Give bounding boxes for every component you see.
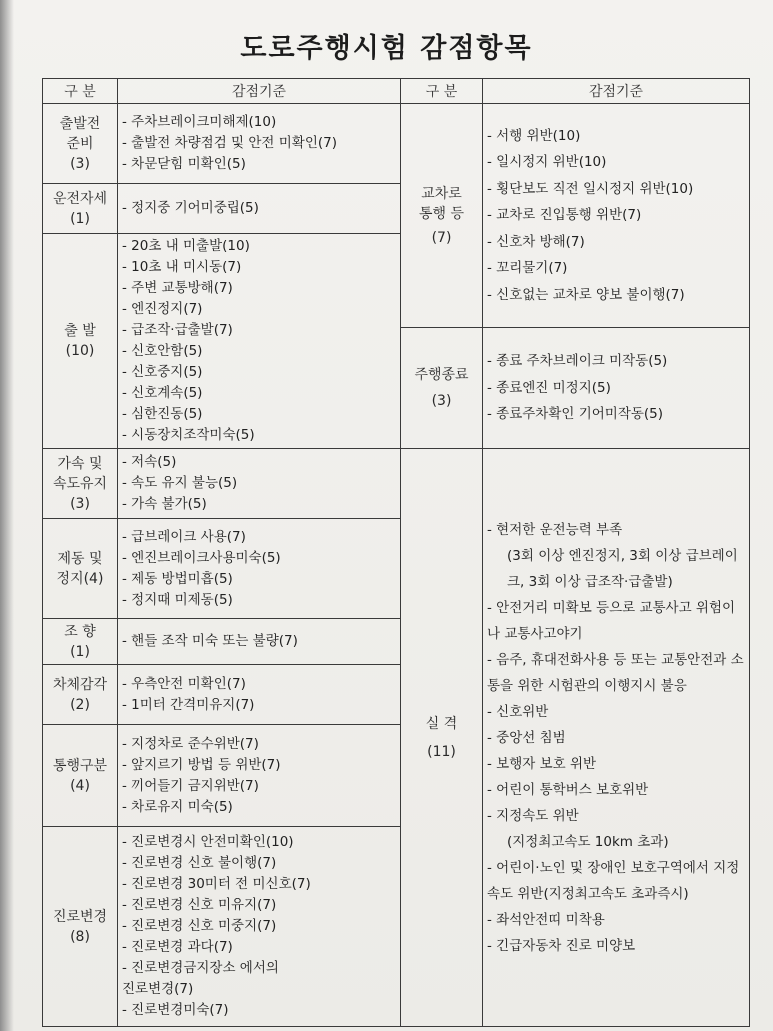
category-cell: 실 격 (11)	[401, 449, 483, 1027]
category-cell: 출발전 준비 (3)	[43, 104, 118, 184]
category-cell: 운전자세 (1)	[43, 184, 118, 234]
category-cell: 출 발 (10)	[43, 234, 118, 449]
category-cell: 교차로 통행 등 (7)	[401, 104, 483, 328]
category-cell: 통행구분 (4)	[43, 725, 118, 827]
header-row	[43, 79, 750, 104]
criteria-cell: - 현저한 운전능력 부족 (3회 이상 엔진정지, 3회 이상 급브레이크, 3회 이상 급조작·급출발) - 안전거리 미확보 등으로 교통사고 위험이나 교통사고야기 - 음주, 휴대전화사용 등 또는 교통안전과 소통을 위한 시험관의 이행지시 불응 - 신호위반 - 중앙선 침범 - 보행자 보호 위반 - 어린이 통학버스 보호위반 - 지정속도 위반 (지정최고속도 10km 초과) - 어린이·노인 및 장애인 보호구역에서 지정속도 위반(지정최고속도 초과즉시) - 좌석안전띠 미착용 - 긴급자동차 진로 미양보	[483, 449, 750, 1027]
criteria-cell: - 우측안전 미확인(7) - 1미터 간격미유지(7)	[118, 665, 401, 725]
criteria-cell: - 정지중 기어미중립(5)	[118, 184, 401, 234]
right-category-header: 구 분	[401, 79, 483, 104]
left-category-header: 구 분	[43, 79, 118, 104]
criteria-cell: - 진로변경시 안전미확인(10) - 진로변경 신호 불이행(7) - 진로변경 30미터 전 미신호(7) - 진로변경 신호 미유지(7) - 진로변경 신호 미중지(7) - 진로변경 과다(7) - 진로변경금지장소 에서의 진로변경(7) - 진로변경미숙(7)	[118, 827, 401, 1027]
right-criteria-header: 감점기준	[483, 79, 750, 104]
table-row	[43, 449, 750, 519]
category-cell: 조 향 (1)	[43, 619, 118, 665]
table-row	[43, 104, 750, 184]
category-cell: 주행종료 (3)	[401, 328, 483, 449]
left-criteria-header: 감점기준	[118, 79, 401, 104]
criteria-cell: - 핸들 조작 미숙 또는 불량(7)	[118, 619, 401, 665]
criteria-cell: - 20초 내 미출발(10) - 10초 내 미시동(7) - 주변 교통방해(7) - 엔진정지(7) - 급조작·급출발(7) - 신호안함(5) - 신호중지(5) - 신호계속(5) - 심한진동(5) - 시동장치조작미숙(5)	[118, 234, 401, 449]
criteria-cell: - 서행 위반(10) - 일시정지 위반(10) - 횡단보도 직전 일시정지 위반(10) - 교차로 진입통행 위반(7) - 신호차 방해(7) - 꼬리물기(7) - 신호없는 교차로 양보 불이행(7)	[483, 104, 750, 328]
category-cell: 진로변경 (8)	[43, 827, 118, 1027]
paper-edge-shadow	[0, 0, 14, 1031]
deduction-table	[42, 78, 750, 1027]
criteria-cell: - 저속(5) - 속도 유지 불능(5) - 가속 불가(5)	[118, 449, 401, 519]
criteria-cell: - 종료 주차브레이크 미작동(5) - 종료엔진 미정지(5) - 종료주차확인 기어미작동(5)	[483, 328, 750, 449]
page-title: 도로주행시험 감점항목	[240, 33, 533, 64]
category-cell: 차체감각 (2)	[43, 665, 118, 725]
criteria-cell: - 급브레이크 사용(7) - 엔진브레이크사용미숙(5) - 제동 방법미흡(5) - 정지때 미제동(5)	[118, 519, 401, 619]
category-cell: 가속 및 속도유지 (3)	[43, 449, 118, 519]
criteria-cell: - 지정차로 준수위반(7) - 앞지르기 방법 등 위반(7) - 끼어들기 금지위반(7) - 차로유지 미숙(5)	[118, 725, 401, 827]
criteria-cell: - 주차브레이크미해제(10) - 출발전 차량점검 및 안전 미확인(7) - 차문닫힘 미확인(5)	[118, 104, 401, 184]
category-cell: 제동 및 정지(4)	[43, 519, 118, 619]
